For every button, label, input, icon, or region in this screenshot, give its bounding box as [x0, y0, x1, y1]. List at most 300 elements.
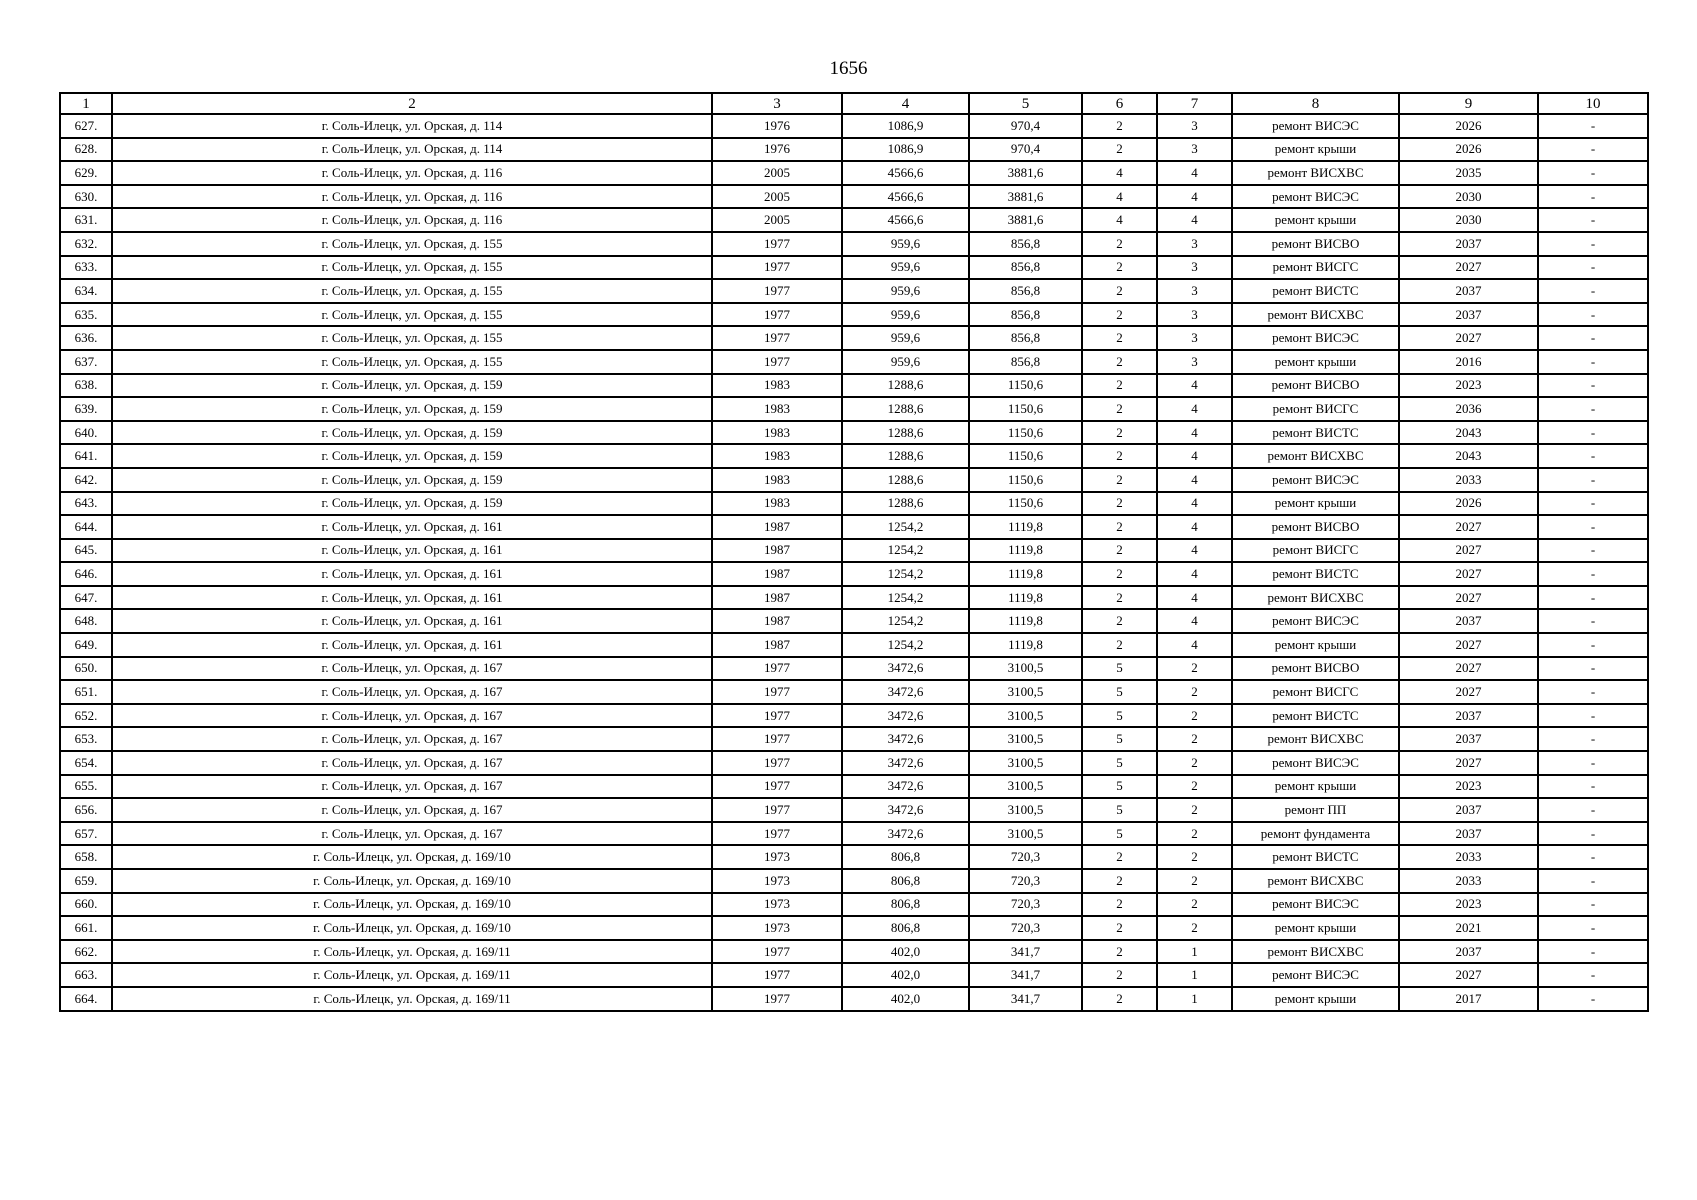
cell-total-area: 3472,6: [842, 680, 969, 704]
cell-total-area: 4566,6: [842, 161, 969, 185]
cell-row-number: 651.: [60, 680, 112, 704]
table-row: [60, 609, 1648, 633]
cell-note: -: [1538, 374, 1648, 398]
cell-floors: 2: [1082, 893, 1157, 917]
cell-address: г. Соль-Илецк, ул. Орская, д. 167: [112, 775, 712, 799]
cell-floors: 2: [1082, 586, 1157, 610]
cell-living-area: 3100,5: [969, 798, 1082, 822]
cell-address: г. Соль-Илецк, ул. Орская, д. 169/10: [112, 869, 712, 893]
cell-work-type: ремонт ВИСХВС: [1232, 869, 1399, 893]
cell-total-area: 959,6: [842, 279, 969, 303]
cell-living-area: 720,3: [969, 893, 1082, 917]
column-header: 10: [1538, 93, 1648, 114]
cell-address: г. Соль-Илецк, ул. Орская, д. 114: [112, 138, 712, 162]
table-row: [60, 397, 1648, 421]
cell-address: г. Соль-Илецк, ул. Орская, д. 159: [112, 468, 712, 492]
cell-note: -: [1538, 657, 1648, 681]
cell-planned-year: 2033: [1399, 869, 1538, 893]
cell-living-area: 856,8: [969, 256, 1082, 280]
column-header: 2: [112, 93, 712, 114]
cell-living-area: 856,8: [969, 326, 1082, 350]
cell-address: г. Соль-Илецк, ул. Орская, д. 116: [112, 185, 712, 209]
cell-floors: 2: [1082, 492, 1157, 516]
cell-work-type: ремонт ВИСГС: [1232, 397, 1399, 421]
cell-year: 1977: [712, 940, 842, 964]
cell-total-area: 1254,2: [842, 586, 969, 610]
cell-note: -: [1538, 963, 1648, 987]
cell-address: г. Соль-Илецк, ул. Орская, д. 155: [112, 256, 712, 280]
cell-total-area: 959,6: [842, 256, 969, 280]
cell-planned-year: 2027: [1399, 586, 1538, 610]
cell-living-area: 3100,5: [969, 727, 1082, 751]
cell-total-area: 3472,6: [842, 798, 969, 822]
cell-floors: 5: [1082, 704, 1157, 728]
repair-schedule-table: [59, 92, 1649, 1012]
cell-entrances: 3: [1157, 326, 1232, 350]
cell-floors: 2: [1082, 468, 1157, 492]
cell-address: г. Соль-Илецк, ул. Орская, д. 169/10: [112, 845, 712, 869]
cell-living-area: 1119,8: [969, 515, 1082, 539]
cell-entrances: 2: [1157, 893, 1232, 917]
cell-total-area: 3472,6: [842, 775, 969, 799]
cell-entrances: 2: [1157, 775, 1232, 799]
cell-floors: 2: [1082, 350, 1157, 374]
cell-planned-year: 2027: [1399, 657, 1538, 681]
cell-work-type: ремонт ВИСЭС: [1232, 185, 1399, 209]
cell-address: г. Соль-Илецк, ул. Орская, д. 155: [112, 350, 712, 374]
cell-living-area: 341,7: [969, 963, 1082, 987]
cell-floors: 2: [1082, 256, 1157, 280]
cell-planned-year: 2037: [1399, 303, 1538, 327]
cell-planned-year: 2037: [1399, 609, 1538, 633]
cell-work-type: ремонт ВИСЭС: [1232, 751, 1399, 775]
cell-row-number: 631.: [60, 208, 112, 232]
cell-entrances: 2: [1157, 704, 1232, 728]
cell-row-number: 633.: [60, 256, 112, 280]
table-row: [60, 893, 1648, 917]
cell-note: -: [1538, 208, 1648, 232]
cell-entrances: 2: [1157, 822, 1232, 846]
cell-work-type: ремонт ВИСХВС: [1232, 303, 1399, 327]
cell-note: -: [1538, 704, 1648, 728]
cell-year: 1977: [712, 963, 842, 987]
cell-row-number: 654.: [60, 751, 112, 775]
cell-address: г. Соль-Илецк, ул. Орская, д. 167: [112, 798, 712, 822]
cell-total-area: 1288,6: [842, 374, 969, 398]
cell-work-type: ремонт крыши: [1232, 208, 1399, 232]
page-number: 1656: [829, 58, 868, 79]
cell-address: г. Соль-Илецк, ул. Орская, д. 116: [112, 208, 712, 232]
cell-work-type: ремонт ВИСЭС: [1232, 114, 1399, 138]
cell-address: г. Соль-Илецк, ул. Орская, д. 161: [112, 633, 712, 657]
cell-address: г. Соль-Илецк, ул. Орская, д. 167: [112, 727, 712, 751]
cell-note: -: [1538, 279, 1648, 303]
cell-total-area: 1254,2: [842, 562, 969, 586]
cell-work-type: ремонт ВИСХВС: [1232, 586, 1399, 610]
cell-row-number: 637.: [60, 350, 112, 374]
cell-note: -: [1538, 492, 1648, 516]
cell-note: -: [1538, 539, 1648, 563]
cell-work-type: ремонт ВИСХВС: [1232, 161, 1399, 185]
cell-floors: 2: [1082, 232, 1157, 256]
cell-row-number: 648.: [60, 609, 112, 633]
cell-note: -: [1538, 822, 1648, 846]
cell-year: 2005: [712, 185, 842, 209]
cell-planned-year: 2027: [1399, 562, 1538, 586]
cell-floors: 2: [1082, 987, 1157, 1011]
cell-living-area: 341,7: [969, 987, 1082, 1011]
cell-year: 1983: [712, 468, 842, 492]
cell-living-area: 856,8: [969, 350, 1082, 374]
cell-floors: 2: [1082, 963, 1157, 987]
cell-year: 1973: [712, 869, 842, 893]
cell-floors: 2: [1082, 279, 1157, 303]
cell-planned-year: 2026: [1399, 114, 1538, 138]
table-row: [60, 562, 1648, 586]
cell-address: г. Соль-Илецк, ул. Орская, д. 155: [112, 326, 712, 350]
cell-entrances: 4: [1157, 633, 1232, 657]
cell-work-type: ремонт ВИСВО: [1232, 657, 1399, 681]
cell-planned-year: 2037: [1399, 940, 1538, 964]
cell-year: 1977: [712, 326, 842, 350]
cell-floors: 5: [1082, 751, 1157, 775]
cell-total-area: 1288,6: [842, 492, 969, 516]
cell-year: 1987: [712, 633, 842, 657]
cell-note: -: [1538, 138, 1648, 162]
cell-year: 1977: [712, 279, 842, 303]
cell-entrances: 3: [1157, 114, 1232, 138]
cell-note: -: [1538, 303, 1648, 327]
cell-planned-year: 2023: [1399, 893, 1538, 917]
cell-floors: 2: [1082, 303, 1157, 327]
cell-work-type: ремонт ВИСЭС: [1232, 893, 1399, 917]
cell-work-type: ремонт ВИСТС: [1232, 562, 1399, 586]
cell-note: -: [1538, 869, 1648, 893]
table-row: [60, 350, 1648, 374]
table-row: [60, 680, 1648, 704]
cell-year: 1977: [712, 350, 842, 374]
cell-floors: 4: [1082, 185, 1157, 209]
cell-living-area: 3100,5: [969, 657, 1082, 681]
cell-entrances: 2: [1157, 657, 1232, 681]
cell-planned-year: 2027: [1399, 256, 1538, 280]
cell-planned-year: 2035: [1399, 161, 1538, 185]
cell-planned-year: 2026: [1399, 492, 1538, 516]
cell-planned-year: 2026: [1399, 138, 1538, 162]
cell-total-area: 806,8: [842, 845, 969, 869]
cell-entrances: 4: [1157, 208, 1232, 232]
cell-row-number: 661.: [60, 916, 112, 940]
cell-total-area: 959,6: [842, 350, 969, 374]
cell-entrances: 4: [1157, 185, 1232, 209]
cell-planned-year: 2030: [1399, 208, 1538, 232]
cell-entrances: 4: [1157, 586, 1232, 610]
cell-entrances: 4: [1157, 515, 1232, 539]
cell-total-area: 1254,2: [842, 633, 969, 657]
cell-planned-year: 2021: [1399, 916, 1538, 940]
cell-year: 1976: [712, 138, 842, 162]
cell-planned-year: 2027: [1399, 751, 1538, 775]
table-row: [60, 232, 1648, 256]
cell-row-number: 646.: [60, 562, 112, 586]
cell-floors: 2: [1082, 374, 1157, 398]
cell-planned-year: 2036: [1399, 397, 1538, 421]
cell-entrances: 4: [1157, 562, 1232, 586]
cell-total-area: 959,6: [842, 326, 969, 350]
cell-living-area: 1150,6: [969, 397, 1082, 421]
cell-work-type: ремонт крыши: [1232, 916, 1399, 940]
table-body: [60, 114, 1648, 1011]
cell-entrances: 4: [1157, 421, 1232, 445]
cell-entrances: 3: [1157, 138, 1232, 162]
cell-total-area: 959,6: [842, 232, 969, 256]
table-row: [60, 940, 1648, 964]
cell-living-area: 1150,6: [969, 444, 1082, 468]
cell-row-number: 663.: [60, 963, 112, 987]
cell-entrances: 1: [1157, 963, 1232, 987]
table-row: [60, 657, 1648, 681]
table-row: [60, 138, 1648, 162]
cell-note: -: [1538, 232, 1648, 256]
cell-year: 1977: [712, 256, 842, 280]
cell-planned-year: 2016: [1399, 350, 1538, 374]
cell-work-type: ремонт ВИСХВС: [1232, 444, 1399, 468]
cell-note: -: [1538, 987, 1648, 1011]
table-row: [60, 775, 1648, 799]
cell-entrances: 4: [1157, 444, 1232, 468]
cell-address: г. Соль-Илецк, ул. Орская, д. 167: [112, 657, 712, 681]
cell-note: -: [1538, 161, 1648, 185]
cell-floors: 2: [1082, 421, 1157, 445]
cell-row-number: 635.: [60, 303, 112, 327]
cell-year: 1987: [712, 586, 842, 610]
cell-address: г. Соль-Илецк, ул. Орская, д. 155: [112, 232, 712, 256]
cell-address: г. Соль-Илецк, ул. Орская, д. 167: [112, 680, 712, 704]
cell-address: г. Соль-Илецк, ул. Орская, д. 169/10: [112, 893, 712, 917]
cell-total-area: 806,8: [842, 893, 969, 917]
cell-living-area: 1150,6: [969, 468, 1082, 492]
cell-address: г. Соль-Илецк, ул. Орская, д. 167: [112, 751, 712, 775]
cell-living-area: 1119,8: [969, 609, 1082, 633]
cell-address: г. Соль-Илецк, ул. Орская, д. 155: [112, 279, 712, 303]
cell-total-area: 4566,6: [842, 208, 969, 232]
cell-entrances: 2: [1157, 680, 1232, 704]
cell-address: г. Соль-Илецк, ул. Орская, д. 167: [112, 822, 712, 846]
cell-address: г. Соль-Илецк, ул. Орская, д. 161: [112, 562, 712, 586]
cell-living-area: 3881,6: [969, 185, 1082, 209]
cell-work-type: ремонт крыши: [1232, 633, 1399, 657]
cell-planned-year: 2027: [1399, 515, 1538, 539]
cell-planned-year: 2023: [1399, 374, 1538, 398]
cell-year: 1983: [712, 374, 842, 398]
cell-floors: 2: [1082, 916, 1157, 940]
cell-entrances: 4: [1157, 468, 1232, 492]
table-row: [60, 421, 1648, 445]
cell-living-area: 856,8: [969, 232, 1082, 256]
cell-work-type: ремонт ВИСХВС: [1232, 727, 1399, 751]
cell-note: -: [1538, 444, 1648, 468]
cell-total-area: 1254,2: [842, 515, 969, 539]
cell-entrances: 3: [1157, 232, 1232, 256]
cell-entrances: 3: [1157, 256, 1232, 280]
cell-work-type: ремонт ВИСХВС: [1232, 940, 1399, 964]
table-row: [60, 798, 1648, 822]
cell-row-number: 644.: [60, 515, 112, 539]
cell-planned-year: 2027: [1399, 680, 1538, 704]
cell-year: 1977: [712, 680, 842, 704]
cell-floors: 2: [1082, 562, 1157, 586]
cell-work-type: ремонт ПП: [1232, 798, 1399, 822]
cell-planned-year: 2033: [1399, 845, 1538, 869]
column-header: 3: [712, 93, 842, 114]
cell-planned-year: 2037: [1399, 798, 1538, 822]
cell-note: -: [1538, 916, 1648, 940]
cell-row-number: 656.: [60, 798, 112, 822]
cell-work-type: ремонт ВИСГС: [1232, 539, 1399, 563]
cell-note: -: [1538, 397, 1648, 421]
cell-entrances: 2: [1157, 869, 1232, 893]
cell-total-area: 402,0: [842, 987, 969, 1011]
cell-living-area: 720,3: [969, 869, 1082, 893]
cell-living-area: 1150,6: [969, 492, 1082, 516]
table-row: [60, 326, 1648, 350]
cell-living-area: 970,4: [969, 114, 1082, 138]
cell-total-area: 806,8: [842, 916, 969, 940]
table-row: [60, 822, 1648, 846]
cell-planned-year: 2023: [1399, 775, 1538, 799]
cell-note: -: [1538, 326, 1648, 350]
cell-row-number: 647.: [60, 586, 112, 610]
cell-note: -: [1538, 468, 1648, 492]
cell-entrances: 4: [1157, 397, 1232, 421]
cell-entrances: 4: [1157, 374, 1232, 398]
cell-living-area: 1119,8: [969, 586, 1082, 610]
table-row: [60, 279, 1648, 303]
cell-entrances: 3: [1157, 279, 1232, 303]
column-header: 9: [1399, 93, 1538, 114]
cell-note: -: [1538, 350, 1648, 374]
cell-note: -: [1538, 609, 1648, 633]
cell-address: г. Соль-Илецк, ул. Орская, д. 114: [112, 114, 712, 138]
cell-note: -: [1538, 421, 1648, 445]
cell-floors: 2: [1082, 114, 1157, 138]
cell-total-area: 402,0: [842, 963, 969, 987]
cell-year: 1977: [712, 798, 842, 822]
cell-entrances: 4: [1157, 161, 1232, 185]
cell-year: 1973: [712, 916, 842, 940]
cell-address: г. Соль-Илецк, ул. Орская, д. 159: [112, 397, 712, 421]
cell-total-area: 3472,6: [842, 751, 969, 775]
cell-year: 1973: [712, 893, 842, 917]
cell-planned-year: 2043: [1399, 421, 1538, 445]
cell-row-number: 650.: [60, 657, 112, 681]
cell-planned-year: 2027: [1399, 963, 1538, 987]
cell-year: 1976: [712, 114, 842, 138]
cell-planned-year: 2037: [1399, 704, 1538, 728]
cell-year: 1983: [712, 492, 842, 516]
cell-living-area: 856,8: [969, 279, 1082, 303]
cell-row-number: 629.: [60, 161, 112, 185]
cell-work-type: ремонт крыши: [1232, 987, 1399, 1011]
cell-floors: 2: [1082, 609, 1157, 633]
header-row: [60, 93, 1648, 114]
cell-work-type: ремонт ВИСТС: [1232, 421, 1399, 445]
cell-work-type: ремонт крыши: [1232, 350, 1399, 374]
cell-total-area: 1254,2: [842, 539, 969, 563]
cell-address: г. Соль-Илецк, ул. Орская, д. 155: [112, 303, 712, 327]
cell-note: -: [1538, 751, 1648, 775]
table-row: [60, 303, 1648, 327]
cell-planned-year: 2037: [1399, 232, 1538, 256]
cell-living-area: 3100,5: [969, 704, 1082, 728]
cell-entrances: 1: [1157, 987, 1232, 1011]
table-row: [60, 374, 1648, 398]
cell-living-area: 3100,5: [969, 680, 1082, 704]
cell-work-type: ремонт ВИСТС: [1232, 704, 1399, 728]
cell-living-area: 1119,8: [969, 562, 1082, 586]
cell-year: 2005: [712, 161, 842, 185]
cell-work-type: ремонт фундамента: [1232, 822, 1399, 846]
cell-year: 1977: [712, 232, 842, 256]
cell-total-area: 1086,9: [842, 114, 969, 138]
cell-row-number: 636.: [60, 326, 112, 350]
cell-living-area: 1150,6: [969, 421, 1082, 445]
cell-total-area: 1288,6: [842, 397, 969, 421]
cell-row-number: 657.: [60, 822, 112, 846]
cell-planned-year: 2037: [1399, 279, 1538, 303]
cell-living-area: 341,7: [969, 940, 1082, 964]
cell-year: 1987: [712, 539, 842, 563]
cell-floors: 4: [1082, 161, 1157, 185]
cell-total-area: 3472,6: [842, 822, 969, 846]
cell-planned-year: 2027: [1399, 326, 1538, 350]
cell-living-area: 720,3: [969, 916, 1082, 940]
cell-row-number: 660.: [60, 893, 112, 917]
cell-floors: 2: [1082, 940, 1157, 964]
cell-floors: 2: [1082, 633, 1157, 657]
table-row: [60, 256, 1648, 280]
cell-floors: 5: [1082, 822, 1157, 846]
table-row: [60, 114, 1648, 138]
table-row: [60, 751, 1648, 775]
cell-work-type: ремонт ВИСЭС: [1232, 468, 1399, 492]
cell-floors: 2: [1082, 869, 1157, 893]
cell-address: г. Соль-Илецк, ул. Орская, д. 161: [112, 586, 712, 610]
table-row: [60, 704, 1648, 728]
cell-work-type: ремонт ВИСТС: [1232, 845, 1399, 869]
cell-planned-year: 2017: [1399, 987, 1538, 1011]
cell-floors: 2: [1082, 515, 1157, 539]
cell-total-area: 402,0: [842, 940, 969, 964]
cell-living-area: 720,3: [969, 845, 1082, 869]
table-row: [60, 916, 1648, 940]
table-row: [60, 633, 1648, 657]
cell-row-number: 659.: [60, 869, 112, 893]
cell-floors: 5: [1082, 680, 1157, 704]
cell-year: 2005: [712, 208, 842, 232]
cell-year: 1977: [712, 303, 842, 327]
cell-total-area: 3472,6: [842, 704, 969, 728]
cell-note: -: [1538, 775, 1648, 799]
cell-note: -: [1538, 727, 1648, 751]
cell-year: 1977: [712, 704, 842, 728]
cell-note: -: [1538, 680, 1648, 704]
cell-entrances: 3: [1157, 350, 1232, 374]
cell-address: г. Соль-Илецк, ул. Орская, д. 159: [112, 492, 712, 516]
cell-floors: 5: [1082, 657, 1157, 681]
cell-planned-year: 2043: [1399, 444, 1538, 468]
table-row: [60, 845, 1648, 869]
